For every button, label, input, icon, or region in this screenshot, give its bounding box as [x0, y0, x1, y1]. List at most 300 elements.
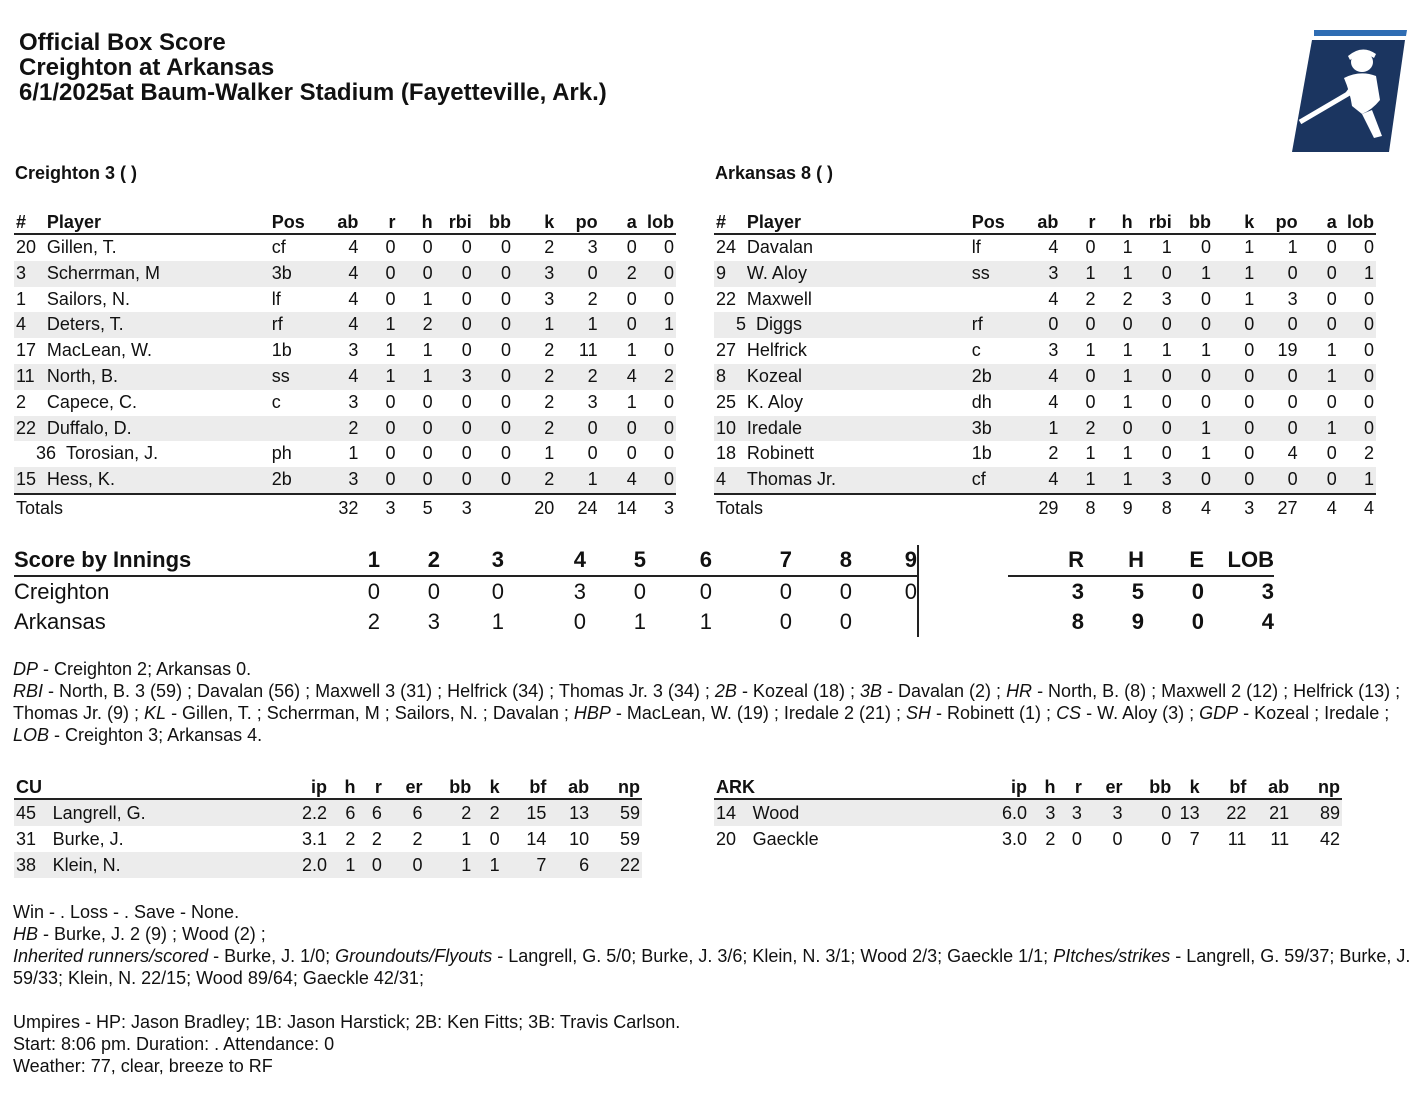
note-text: - Burke, J. 1/0; — [208, 946, 336, 966]
stat-bb: 0 — [1161, 828, 1172, 849]
stat-h: 0 — [422, 237, 433, 257]
player-name: Sailors, N. — [46, 288, 130, 309]
decisions: Win - . Loss - . Save - None. — [13, 902, 240, 922]
stat-r: 1 — [1060, 467, 1097, 494]
stat-bb: 1 — [1174, 416, 1213, 442]
home-batting-table — [714, 207, 1376, 523]
stat-bb: 0 — [1174, 467, 1213, 494]
stat-r: 1 — [385, 340, 396, 361]
total-lob: 4 — [1363, 498, 1374, 519]
column-header: rbi — [1135, 207, 1174, 234]
inning-runs: 0 — [427, 579, 440, 604]
stat-a: 0 — [626, 443, 637, 464]
stat-label: CS — [1056, 703, 1082, 723]
stat-h: 2 — [398, 312, 435, 338]
stat-k: 0 — [1244, 443, 1255, 464]
stat-lob: 1 — [639, 312, 676, 338]
stat-np: 22 — [591, 852, 642, 878]
player-number: 8 — [714, 364, 745, 390]
column-header: bf — [502, 772, 549, 799]
total-lob: 3 — [663, 498, 674, 519]
total-h: 9 — [1122, 498, 1133, 519]
score-divider — [918, 607, 1008, 637]
inning-runs: 1 — [633, 609, 646, 634]
stat-a: 0 — [626, 288, 637, 309]
table-row — [714, 826, 1342, 852]
total-rbi: 8 — [1161, 498, 1172, 519]
stat-k: 2 — [513, 364, 556, 390]
stat-h: 1 — [1098, 261, 1135, 287]
column-header: k — [1213, 207, 1256, 234]
stat-rbi: 0 — [461, 340, 472, 361]
player-position: cf — [271, 237, 286, 257]
stat-h: 0 — [398, 416, 435, 442]
score-total: 5 — [1131, 579, 1144, 604]
stat-lob: 0 — [639, 416, 676, 442]
stat-lob: 0 — [1363, 237, 1374, 257]
note-label: PItches/strikes — [1053, 946, 1171, 966]
stat-k: 2 — [473, 799, 501, 826]
stat-h: 0 — [1098, 312, 1135, 338]
stat-k: 2 — [513, 467, 556, 494]
stat-r: 1 — [1060, 261, 1097, 287]
table-row — [14, 261, 676, 287]
score-team: Creighton — [14, 579, 110, 604]
stat-po: 0 — [1287, 391, 1298, 412]
table-row — [14, 234, 676, 261]
stat-bb: 0 — [500, 288, 511, 309]
stat-a: 0 — [600, 312, 639, 338]
column-header: ab — [319, 207, 360, 234]
stat-h: 1 — [329, 852, 357, 878]
player-name: MacLean, W. — [46, 340, 152, 361]
score-total: 3 — [1261, 579, 1274, 604]
stat-po: 1 — [1287, 237, 1298, 257]
stat-k: 0 — [1213, 467, 1256, 494]
inning-runs: 0 — [573, 609, 586, 634]
stat-rbi: 1 — [1161, 340, 1172, 361]
stat-po: 0 — [587, 443, 598, 464]
stat-h: 0 — [1098, 416, 1135, 442]
stat-lob: 0 — [663, 391, 674, 412]
stat-k: 0 — [489, 828, 500, 849]
stat-po: 0 — [1256, 312, 1299, 338]
inning-header: 2 — [380, 545, 440, 576]
stat-lob: 0 — [1339, 416, 1376, 442]
inning-runs: 3 — [427, 609, 440, 634]
player-position: rf — [970, 312, 1019, 338]
away-batting-table — [14, 207, 676, 523]
stat-po: 3 — [587, 391, 598, 412]
stat-rbi: 3 — [1135, 467, 1174, 494]
stat-label: 3B — [859, 681, 883, 701]
stat-bb: 1 — [1200, 340, 1211, 361]
total-r: 8 — [1085, 498, 1096, 519]
stat-notes — [13, 680, 1413, 746]
stat-bf: 15 — [502, 799, 549, 826]
total-header: E — [1144, 545, 1204, 576]
player-position: lf — [971, 237, 981, 257]
stat-a: 4 — [600, 364, 639, 390]
stat-po: 1 — [556, 312, 599, 338]
player-number: 2 — [16, 391, 27, 412]
pitcher-name: Gaeckle — [752, 828, 819, 849]
player-number: 10 — [714, 416, 745, 442]
total-k: 3 — [1244, 498, 1255, 519]
stat-rbi: 3 — [435, 364, 474, 390]
stat-bb: 0 — [474, 416, 513, 442]
stat-a: 2 — [600, 261, 639, 287]
stat-a: 0 — [1326, 443, 1337, 464]
stat-r: 1 — [360, 312, 397, 338]
table-row — [714, 312, 1376, 338]
stat-ab: 3 — [1019, 261, 1060, 287]
stat-r: 0 — [385, 443, 396, 464]
player-position — [270, 416, 319, 442]
player-number: 9 — [714, 261, 745, 287]
player-position: 1b — [971, 443, 992, 464]
player-cell — [14, 441, 270, 467]
total-header: LOB — [1204, 545, 1274, 576]
column-header: h — [1098, 207, 1135, 234]
stat-bb: 0 — [474, 312, 513, 338]
stat-text: - Davalan (2) ; — [882, 681, 1007, 701]
stat-h: 1 — [1098, 364, 1135, 390]
total-header: H — [1084, 545, 1144, 576]
player-number: 18 — [716, 443, 737, 464]
column-header: er — [384, 772, 425, 799]
stat-lob: 0 — [1363, 288, 1374, 309]
stat-ab: 4 — [319, 312, 360, 338]
stat-po: 0 — [556, 261, 599, 287]
inning-runs: 0 — [367, 579, 380, 604]
stat-h: 1 — [1098, 467, 1135, 494]
total-bb: 4 — [1200, 498, 1211, 519]
stat-ab: 4 — [319, 364, 360, 390]
stat-po: 0 — [556, 416, 599, 442]
total-r: 3 — [385, 498, 396, 519]
stat-a: 1 — [626, 391, 637, 412]
inning-header: 6 — [646, 545, 712, 576]
column-header: lob — [639, 207, 676, 234]
inning-runs — [852, 607, 918, 637]
stat-ab: 21 — [1248, 799, 1291, 826]
stat-r: 2 — [371, 828, 382, 849]
score-total: 3 — [1071, 579, 1084, 604]
table-row — [714, 467, 1376, 494]
stat-k: 1 — [1244, 288, 1255, 309]
table-row — [14, 416, 676, 442]
stat-h: 2 — [1045, 828, 1056, 849]
score-total: 8 — [1071, 609, 1084, 634]
stat-rbi: 0 — [435, 261, 474, 287]
stat-r: 3 — [1057, 799, 1083, 826]
pitching-team-header: CU — [14, 772, 294, 799]
inning-runs: 0 — [904, 579, 917, 604]
stat-rbi: 0 — [1135, 312, 1174, 338]
stat-ip: 2.0 — [294, 852, 329, 878]
stat-a: 0 — [1300, 467, 1339, 494]
column-header: np — [591, 772, 642, 799]
inning-runs: 0 — [699, 579, 712, 604]
page-header — [19, 30, 607, 105]
player-name: Deters, T. — [45, 312, 270, 338]
player-name: Capece, C. — [46, 391, 137, 412]
stat-ab: 3 — [348, 340, 359, 361]
weather: Weather: 77, clear, breeze to RF — [13, 1056, 273, 1076]
player-number: 3 — [14, 261, 45, 287]
pitcher-number: 45 — [14, 799, 51, 826]
game-notes — [13, 658, 1413, 746]
table-row — [14, 799, 642, 826]
stat-a: 0 — [626, 237, 637, 257]
table-row — [714, 390, 1376, 416]
stat-lob: 0 — [639, 467, 676, 494]
stat-bb: 0 — [474, 467, 513, 494]
totals-label: Totals — [716, 498, 764, 519]
stat-lob: 0 — [663, 340, 674, 361]
total-a: 4 — [1326, 498, 1337, 519]
player-name: Duffalo, D. — [45, 416, 270, 442]
stat-bb: 0 — [500, 340, 511, 361]
stat-a: 4 — [600, 467, 639, 494]
stat-k: 1 — [544, 443, 555, 464]
score-divider — [918, 576, 1008, 607]
inning-header: 7 — [712, 545, 792, 576]
stat-rbi: 0 — [435, 312, 474, 338]
column-header: po — [556, 207, 599, 234]
player-number: 17 — [16, 340, 37, 361]
double-plays-note — [13, 658, 1413, 680]
stat-h: 2 — [1122, 288, 1133, 309]
stat-lob: 1 — [1339, 261, 1376, 287]
stat-text: - Robinett (1) ; — [931, 703, 1057, 723]
stat-ab: 3 — [1048, 340, 1059, 361]
stat-ab: 4 — [348, 288, 359, 309]
player-cell — [714, 312, 970, 338]
stat-k: 1 — [473, 852, 501, 878]
stat-bb: 0 — [1124, 799, 1173, 826]
stat-bb: 0 — [474, 364, 513, 390]
stat-po: 0 — [1256, 261, 1299, 287]
total-ab: 29 — [1038, 498, 1059, 519]
player-position: ph — [271, 443, 292, 464]
table-row — [14, 364, 676, 390]
stat-text: - North, B. (8) ; Maxwell 2 (12) ; Helfrick (13) ; Thomas Jr. (9) ; — [13, 681, 1401, 723]
player-number: 36 — [36, 443, 57, 464]
spacer — [13, 989, 1413, 1011]
player-number: 20 — [16, 237, 37, 257]
stat-rbi: 0 — [1161, 391, 1172, 412]
stat-a: 0 — [1300, 261, 1339, 287]
stat-np: 59 — [591, 799, 642, 826]
column-header: np — [1291, 772, 1342, 799]
player-name: Torosian, J. — [66, 443, 159, 464]
stat-lob: 0 — [663, 443, 674, 464]
stat-po: 19 — [1277, 340, 1298, 361]
column-header: r — [360, 207, 397, 234]
table-row — [714, 364, 1376, 390]
column-header: ab — [1248, 772, 1291, 799]
column-header: Pos — [270, 207, 319, 234]
stat-lob: 0 — [1363, 391, 1374, 412]
stat-er: 0 — [1112, 828, 1123, 849]
stat-bb: 0 — [1174, 312, 1213, 338]
total-ab: 32 — [338, 498, 359, 519]
stat-a: 0 — [1326, 237, 1337, 257]
stat-k: 0 — [1213, 416, 1256, 442]
totals-label: Totals — [16, 498, 64, 519]
column-header: k — [513, 207, 556, 234]
player-name: North, B. — [45, 364, 270, 390]
inning-header: 9 — [852, 545, 918, 576]
stat-text: - Kozeal ; Iredale ; — [1238, 703, 1390, 723]
stat-bb: 1 — [1200, 443, 1211, 464]
player-position: 3b — [970, 416, 1019, 442]
inning-runs: 2 — [367, 609, 380, 634]
header-matchup: Creighton at Arkansas — [19, 54, 275, 81]
player-number: 1 — [16, 288, 27, 309]
stat-ab: 4 — [1019, 467, 1060, 494]
table-row — [714, 338, 1376, 364]
stat-rbi: 0 — [461, 288, 472, 309]
stat-bb: 0 — [474, 261, 513, 287]
inning-runs: 1 — [491, 609, 504, 634]
stat-lob: 1 — [1339, 467, 1376, 494]
player-name: Davalan — [746, 237, 813, 257]
header-title: Official Box Score — [19, 29, 226, 56]
stat-po: 0 — [1256, 467, 1299, 494]
note-label: Groundouts/Flyouts — [335, 946, 493, 966]
table-row — [14, 826, 642, 852]
stat-text: - Creighton 3; Arkansas 4. — [49, 725, 263, 745]
stat-k: 0 — [1244, 391, 1255, 412]
stat-h: 1 — [1122, 340, 1133, 361]
player-position: lf — [271, 288, 281, 309]
stat-a: 0 — [1300, 312, 1339, 338]
stat-r: 1 — [1085, 340, 1096, 361]
stat-k: 3 — [513, 261, 556, 287]
player-position: 3b — [270, 261, 319, 287]
stat-r: 0 — [1085, 391, 1096, 412]
player-number: 25 — [716, 391, 737, 412]
column-header: k — [473, 772, 501, 799]
player-position: ss — [270, 364, 319, 390]
player-number: 24 — [716, 237, 737, 257]
stat-r: 0 — [357, 852, 383, 878]
player-name: Kozeal — [745, 364, 970, 390]
totals-row — [714, 494, 1376, 523]
stat-rbi: 0 — [1135, 364, 1174, 390]
stat-po: 1 — [556, 467, 599, 494]
score-total: 9 — [1131, 609, 1144, 634]
player-number: 22 — [14, 416, 45, 442]
column-header: h — [329, 772, 357, 799]
header-date-venue: 6/1/2025at Baum-Walker Stadium (Fayetteville, Ark.) — [19, 79, 607, 106]
score-row — [14, 576, 1274, 607]
pitcher-number: 14 — [714, 799, 751, 826]
player-name: Diggs — [756, 314, 803, 335]
player-name: Scherrman, M — [45, 261, 270, 287]
stat-ip: 6.0 — [994, 799, 1029, 826]
column-header: # — [714, 207, 745, 234]
score-row — [14, 607, 1274, 637]
player-number: 15 — [14, 467, 45, 494]
stat-a: 0 — [600, 416, 639, 442]
stat-po: 2 — [587, 288, 598, 309]
total-a: 14 — [616, 498, 637, 519]
column-header: a — [600, 207, 639, 234]
player-position: c — [971, 340, 981, 361]
note-text: - Langrell, G. 59/37; Burke, J. 59/33; Klein, N. 22/15; Wood 89/64; Gaeckle 42/31; — [13, 946, 1411, 988]
stat-k: 0 — [1213, 364, 1256, 390]
pitcher-name: Wood — [751, 799, 995, 826]
pitcher-name: Burke, J. — [52, 828, 124, 849]
stat-a: 0 — [1326, 391, 1337, 412]
stat-bb: 0 — [1200, 391, 1211, 412]
player-name: Iredale — [745, 416, 970, 442]
stat-h: 2 — [345, 828, 356, 849]
column-header: r — [1057, 772, 1083, 799]
hb-label: HB — [13, 924, 39, 944]
player-name: Maxwell — [746, 288, 812, 309]
stat-h: 1 — [422, 340, 433, 361]
column-header: rbi — [435, 207, 474, 234]
stat-bb: 0 — [500, 237, 511, 257]
stat-po: 0 — [1256, 416, 1299, 442]
inning-runs: 0 — [839, 579, 852, 604]
totals-row — [14, 494, 676, 523]
stat-bf: 22 — [1202, 799, 1249, 826]
total-po: 24 — [577, 498, 598, 519]
total-h: 5 — [422, 498, 433, 519]
column-header: lob — [1339, 207, 1376, 234]
stat-k: 1 — [1213, 261, 1256, 287]
column-header: bb — [474, 207, 513, 234]
stat-text: - Kozeal (18) ; — [736, 681, 860, 701]
stat-lob: 0 — [663, 288, 674, 309]
stat-r: 0 — [385, 391, 396, 412]
stat-k: 0 — [1244, 340, 1255, 361]
away-team-heading: Creighton 3 ( ) — [15, 163, 137, 183]
stat-bf: 7 — [502, 852, 549, 878]
column-header: bb — [1124, 772, 1173, 799]
table-row — [714, 287, 1376, 313]
player-position: dh — [971, 391, 992, 412]
stat-h: 0 — [398, 467, 435, 494]
pitcher-number: 31 — [16, 828, 37, 849]
stat-ab: 4 — [348, 237, 359, 257]
total-po: 27 — [1277, 498, 1298, 519]
stat-ab: 2 — [1048, 443, 1059, 464]
note-text: - Langrell, G. 5/0; Burke, J. 3/6; Klein, N. 3/1; Wood 2/3; Gaeckle 1/1; — [492, 946, 1054, 966]
stat-ab: 1 — [1019, 416, 1060, 442]
table-row — [14, 852, 642, 878]
player-number: 11 — [14, 364, 45, 390]
table-row — [14, 441, 676, 467]
stat-h: 1 — [1122, 443, 1133, 464]
stat-r: 0 — [1071, 828, 1082, 849]
stat-bb: 0 — [500, 443, 511, 464]
player-position: 2b — [970, 364, 1019, 390]
column-header: er — [1084, 772, 1125, 799]
stat-bf: 11 — [1227, 828, 1247, 849]
stat-rbi: 0 — [461, 237, 472, 257]
stat-r: 0 — [360, 416, 397, 442]
stat-ab: 4 — [1048, 237, 1059, 257]
stat-np: 89 — [1291, 799, 1342, 826]
inning-header: 4 — [504, 545, 586, 576]
